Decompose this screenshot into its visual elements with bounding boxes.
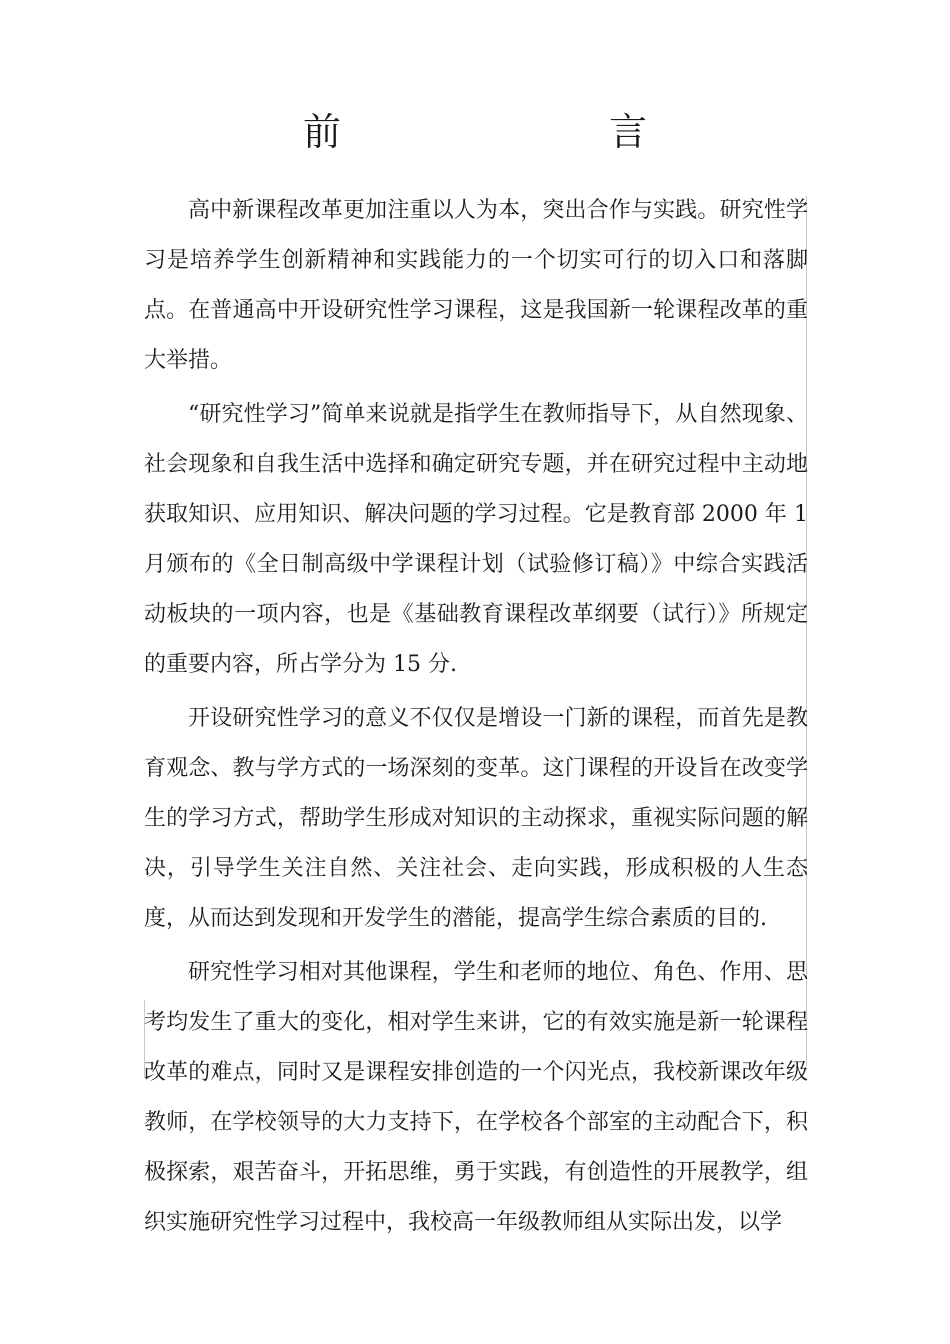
page-title: 前 言 — [302, 110, 776, 154]
paragraph: 开设研究性学习的意义不仅仅是增设一门新的课程，而首先是教育观念、教与学方式的一场深刻的变革。这门课程的开设旨在改变学生的学习方式，帮助学生形成对知识的主动探求，重视实际问题的解决，引导学生关注自然、关注社会、走向实践，形成积极的人生态度，从而达到发现和开发学生的潜能，提高学生综合素质的目的. — [144, 706, 808, 931]
paragraph: 研究性学习相对其他课程，学生和老师的地位、角色、作用、思考均发生了重大的变化，相对学生来讲，它的有效实施是新一轮课程改革的难点，同时又是课程安排创造的一个闪光点，我校新课改年级教师，在学校领导的大力支持下，在学校各个部室的主动配合下，积极探索，艰苦奋斗，开拓思维，勇于实践，有创造性的开展教学，组织实施研究性学习过程中，我校高一年级教师组从实际出发，以学 — [144, 960, 808, 1235]
document-body — [144, 186, 808, 1248]
paragraph: “研究性学习”简单来说就是指学生在教师指导下，从自然现象、社会现象和自我生活中选择和确定研究专题，并在研究过程中主动地获取知识、应用知识、解决问题的学习过程。它是教育部 2000 年 1 月颁布的《全日制高级中学课程计划（试验修订稿）》中综合实践活动板块的一项内容，也是《基础教育课程改革纲要（试行）》所规定的重要内容，所占学分为 15 分. — [144, 402, 808, 677]
paragraph: 高中新课程改革更加注重以人为本，突出合作与实践。研究性学习是培养学生创新精神和实践能力的一个切实可行的切入口和落脚点。在普通高中开设研究性学习课程，这是我国新一轮课程改革的重大举措。 — [144, 198, 808, 373]
